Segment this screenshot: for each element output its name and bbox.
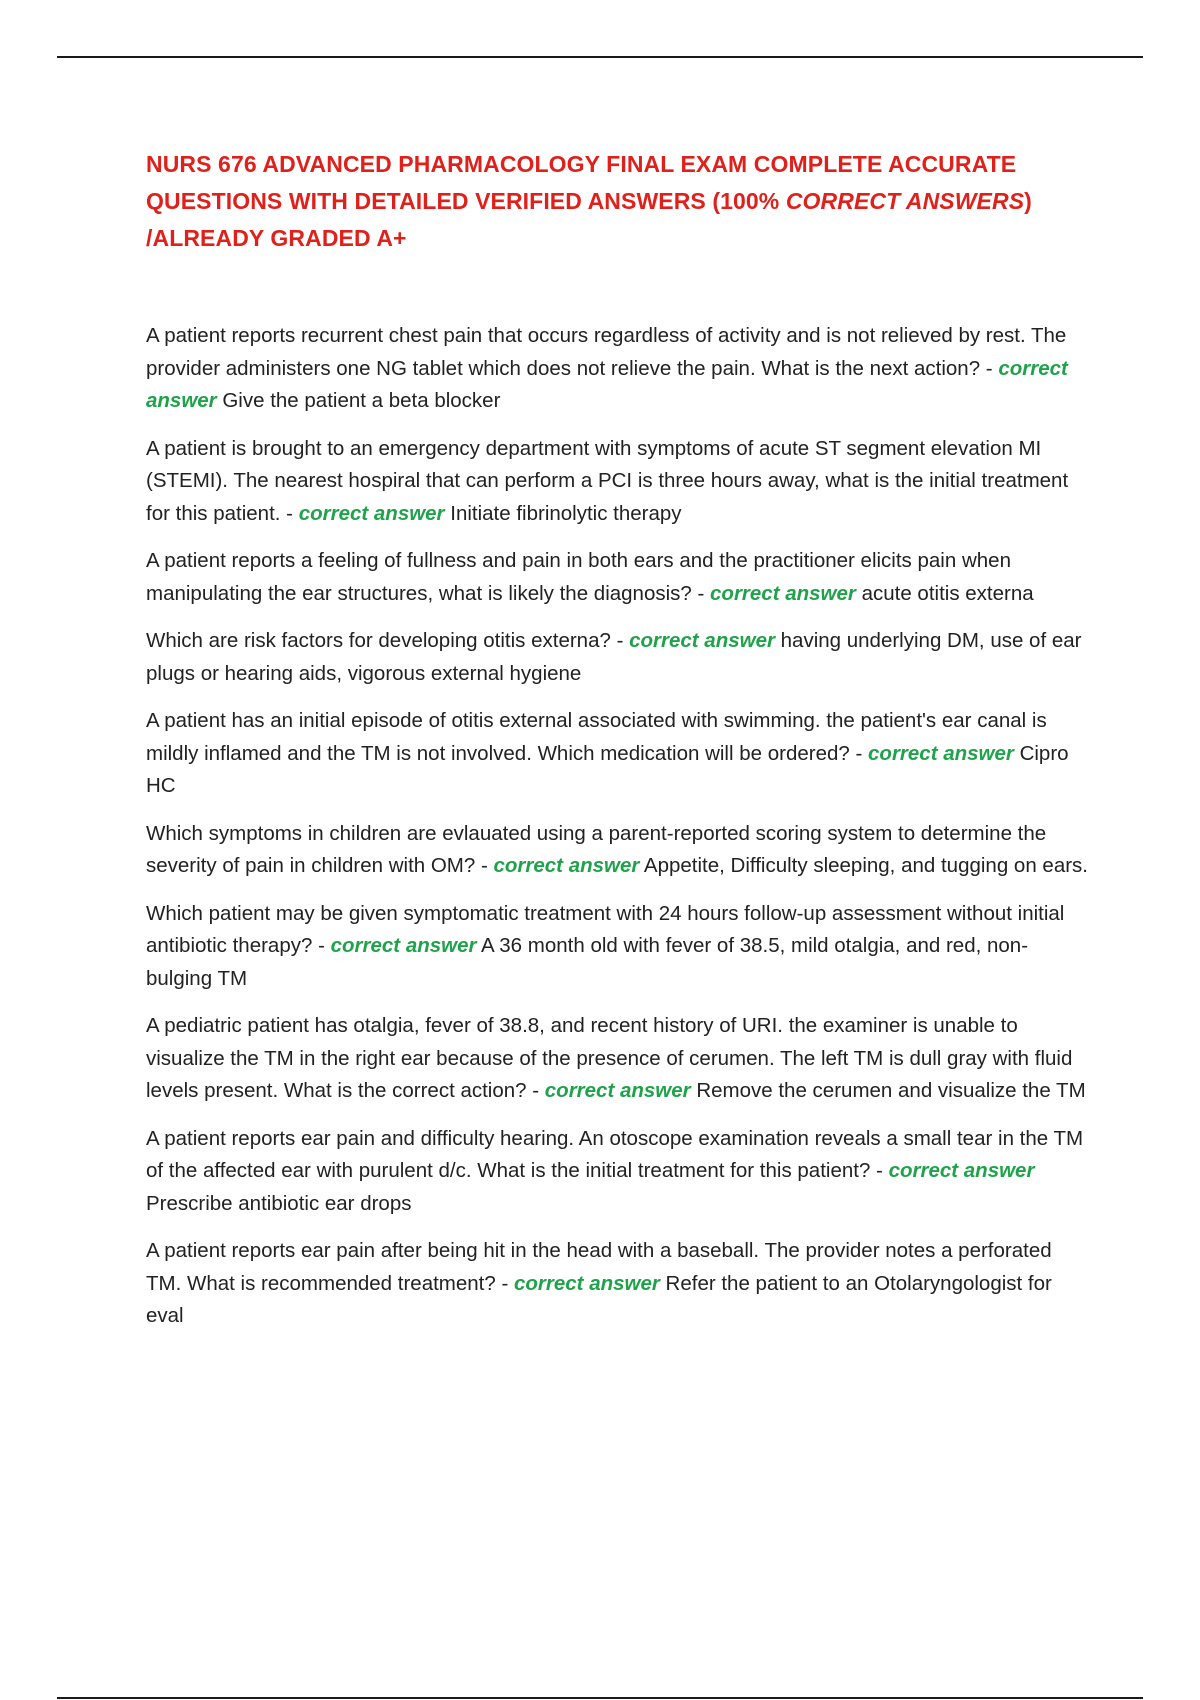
correct-answer-marker: correct answer — [330, 934, 477, 957]
correct-answer-marker: correct answer — [544, 1079, 691, 1102]
qa-list — [146, 320, 1091, 1348]
answer-text: Give the patient a beta blocker — [216, 389, 501, 412]
qa-item — [146, 818, 1091, 883]
correct-answer-marker: correct answer — [298, 501, 445, 525]
qa-item — [146, 433, 1091, 531]
answer-text: having underlying DM, use of ear plugs or hearing aids, vigorous external hygiene — [146, 629, 1082, 685]
answer-text: Cipro HC — [146, 741, 1069, 797]
qa-item — [146, 1235, 1091, 1333]
qa-item — [146, 545, 1091, 610]
question-text: Which patient may be given symptomatic treatment with 24 hours follow-up assessment without initial antibiotic therapy? - — [146, 901, 1065, 957]
answer-text: acute otitis externa — [855, 581, 1034, 605]
correct-answer-marker: correct answer — [513, 1271, 660, 1295]
answer-text: Initiate fibrinolytic therapy — [444, 501, 682, 525]
qa-item — [146, 705, 1091, 803]
question-text: Which are risk factors for developing otitis externa? - — [146, 629, 630, 652]
qa-item — [146, 625, 1091, 690]
question-text: A patient reports ear pain and difficulty hearing. An otoscope examination reveals a small tear in the TM of the affected ear with purulent d/c. What is the initial treatment for this patient? - — [146, 1126, 1084, 1182]
question-text: A pediatric patient has otalgia, fever of 38.8, and recent history of URI. the examiner is unable to visualize the TM in the right ear because of the presence of cerumen. The left TM is dull gray with fluid levels present. What is the correct action? - — [146, 1014, 1073, 1102]
top-divider — [57, 56, 1143, 58]
correct-answer-marker: correct answer — [146, 356, 1068, 412]
title-text-end: ) /ALREADY GRADED A+ — [146, 188, 1032, 251]
answer-text: Prescribe antibiotic ear drops — [146, 1191, 412, 1215]
qa-item — [146, 898, 1091, 996]
question-text: A patient is brought to an emergency department with symptoms of acute ST segment elevation MI (STEMI). The nearest hospiral that can perform a PCI is three hours away, what is the initial treatment for this patient. - — [146, 436, 1069, 525]
correct-answer-marker: correct answer — [629, 629, 775, 652]
answer-text: A 36 month old with fever of 38.5, mild otalgia, and red, non-bulging TM — [146, 934, 1029, 990]
document-title — [146, 146, 1106, 257]
qa-item — [146, 1010, 1091, 1108]
answer-text: Remove the cerumen and visualize the TM — [690, 1079, 1086, 1102]
title-text: NURS 676 ADVANCED PHARMACOLOGY FINAL EXAM COMPLETE ACCURATE QUESTIONS WITH DETAILED VERIFIED ANSWERS (100% — [146, 151, 1017, 214]
title-italic-text: CORRECT ANSWERS — [785, 188, 1025, 214]
correct-answer-marker: correct answer — [868, 741, 1014, 765]
correct-answer-marker: correct answer — [710, 581, 856, 605]
question-text: A patient reports recurrent chest pain that occurs regardless of activity and is not relieved by rest. The provider administers one NG tablet which does not relieve the pain. What is the next action? - — [146, 324, 1067, 380]
correct-answer-marker: correct answer — [888, 1159, 1035, 1182]
question-text: A patient has an initial episode of otitis external associated with swimming. the patient's ear canal is mildly inflamed and the TM is not involved. Which medication will be ordered? - — [146, 709, 1047, 765]
question-text: A patient reports ear pain after being hit in the head with a baseball. The provider notes a perforated TM. What is recommended treatment? - — [146, 1239, 1052, 1295]
bottom-divider — [57, 1697, 1143, 1699]
correct-answer-marker: correct answer — [493, 854, 640, 877]
answer-text: Appetite, Difficulty sleeping, and tugging on ears. — [639, 854, 1088, 877]
answer-text: Refer the patient to an Otolaryngologist for eval — [146, 1271, 1052, 1327]
question-text: Which symptoms in children are evlauated using a parent-reported scoring system to determine the severity of pain in children with OM? - — [146, 821, 1047, 877]
qa-item — [146, 320, 1091, 418]
qa-item — [146, 1123, 1091, 1221]
question-text: A patient reports a feeling of fullness and pain in both ears and the practitioner elicits pain when manipulating the ear structures, what is likely the diagnosis? - — [146, 549, 1011, 605]
